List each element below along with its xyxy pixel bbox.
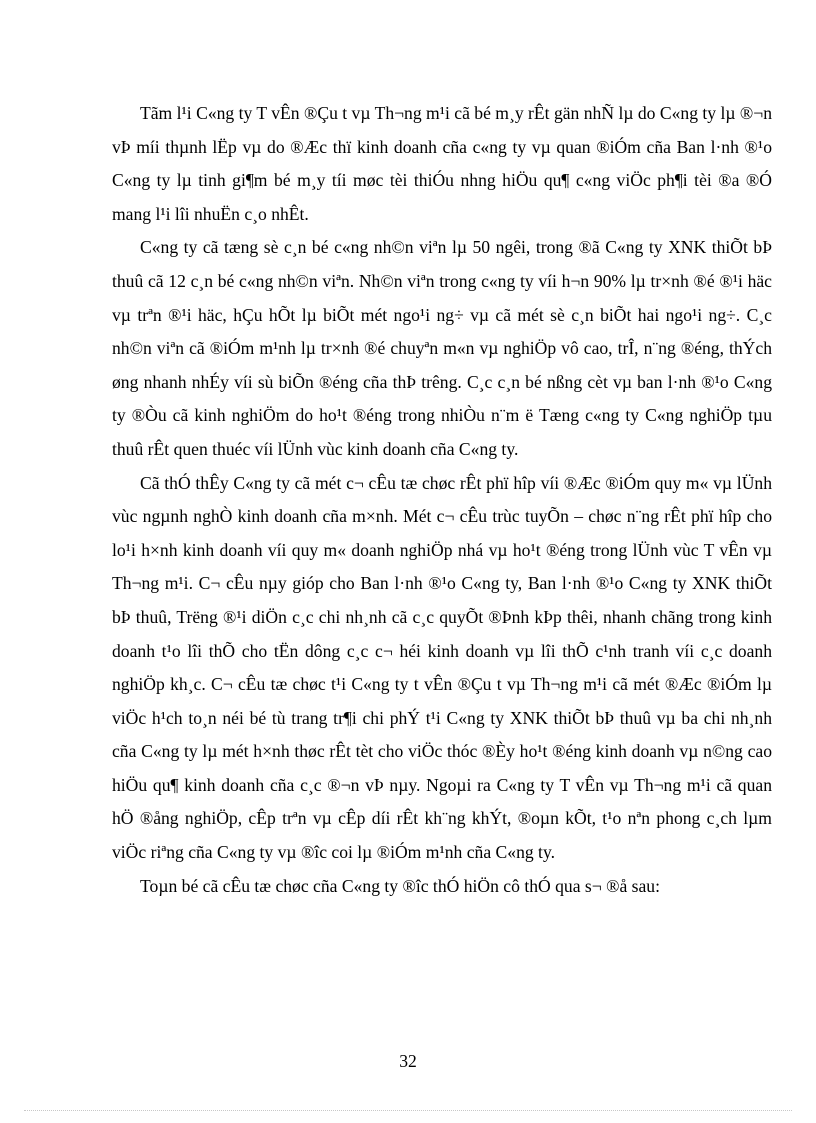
footer-divider xyxy=(24,1110,792,1111)
body-text xyxy=(112,97,772,903)
paragraph-summary: Tãm l¹i C«ng ty T vÊn ®Çu t vµ Th¬ng m¹i cã bé m¸y rÊt gän nhÑ lµ do C«ng ty lµ ®¬n vÞ míi thµnh lËp vµ do ®Æc thï kinh doanh cña c«ng ty vµ quan ®iÓm cña Ban l·nh ®¹o C«ng ty lµ tinh gi¶m bé m¸y tíi møc tèi thiÓu nhng hiÖu qu¶ c«ng viÖc ph¶i tèi ®a ®Ó mang l¹i lîi nhuËn c¸o nhÊt. xyxy=(112,103,772,224)
paragraph-staff: C«ng ty cã tæng sè c¸n bé c«ng nh©n viªn lµ 50 ngêi, trong ®ã C«ng ty XNK thiÕt bÞ thuû cã 12 c¸n bé c«ng nh©n viªn. Nh©n viªn trong c«ng ty víi h¬n 90% lµ tr×nh ®é ®¹i häc vµ trªn ®¹i häc, hÇu hÕt lµ biÕt mét ngo¹i ng÷ vµ cã mét sè c¸n biÕt hai ngo¹i ng÷. C¸c nh©n viªn cã ®iÓm m¹nh lµ tr×nh ®é chuyªn m«n vµ nghiÖp vô cao, trÎ, n¨ng ®éng, thÝch øng nhanh nhÉy víi sù biÕn ®éng cña thÞ trêng. C¸c c¸n bé nßng cèt vµ ban l·nh ®¹o C«ng ty ®Òu cã kinh nghiÖm do ho¹t ®éng trong nhiÒu n¨m ë Tæng c«ng ty C«ng nghiÖp tµu thuû rÊt quen thuéc víi lÜnh vùc kinh doanh cña C«ng ty. xyxy=(112,237,772,459)
page-number: 32 xyxy=(399,1051,417,1071)
paragraph-structure: Cã thÓ thÊy C«ng ty cã mét c¬ cÊu tæ chøc rÊt phï hîp víi ®Æc ®iÓm quy m« vµ lÜnh vùc ngµnh nghÒ kinh doanh cña m×nh. Mét c¬ cÊu trùc tuyÕn – chøc n¨ng rÊt phï hîp cho lo¹i h×nh kinh doanh víi quy m« doanh nghiÖp nhá vµ ho¹t ®éng trong lÜnh vùc T vÊn vµ Th¬ng m¹i. C¬ cÊu nµy gióp cho Ban l·nh ®¹o C«ng ty, Ban l·nh ®¹o C«ng ty XNK thiÕt bÞ thuû, Trëng ®¹i diÖn c¸c chi nh¸nh cã c¸c quyÕt ®Þnh kÞp thêi, nhanh chãng trong kinh doanh t¹o lîi thÕ cho tËn dông c¸c c¬ héi kinh doanh vµ lîi thÕ c¹nh tranh víi c¸c doanh nghiÖp kh¸c. C¬ cÊu tæ chøc t¹i C«ng ty t vÊn ®Çu t vµ Th¬ng m¹i cã mét ®Æc ®iÓm lµ viÖc h¹ch to¸n néi bé tù trang tr¶i chi phÝ t¹i C«ng ty XNK thiÕt bÞ thuû vµ ba chi nh¸nh cña C«ng ty lµ mét h×nh thøc rÊt tèt cho viÖc thóc ®Èy ho¹t ®éng kinh doanh vµ n©ng cao hiÖu qu¶ kinh doanh cña c¸c ®¬n vÞ nµy. Ngoµi ra C«ng ty T vÊn vµ Th¬ng m¹i cã quan hÖ ®ång nghiÖp, cÊp trªn vµ cÊp díi rÊt kh¨ng khÝt, ®oµn kÕt, t¹o nªn phong c¸ch lµm viÖc riªng cña C«ng ty vµ ®îc coi lµ ®iÓm m¹nh cña C«ng ty. xyxy=(112,472,772,863)
paragraph-diagram-intro: Toµn bé cã cÊu tæ chøc cña C«ng ty ®îc thÓ hiÖn cô thÓ qua s¬ ®å sau: xyxy=(140,875,660,896)
